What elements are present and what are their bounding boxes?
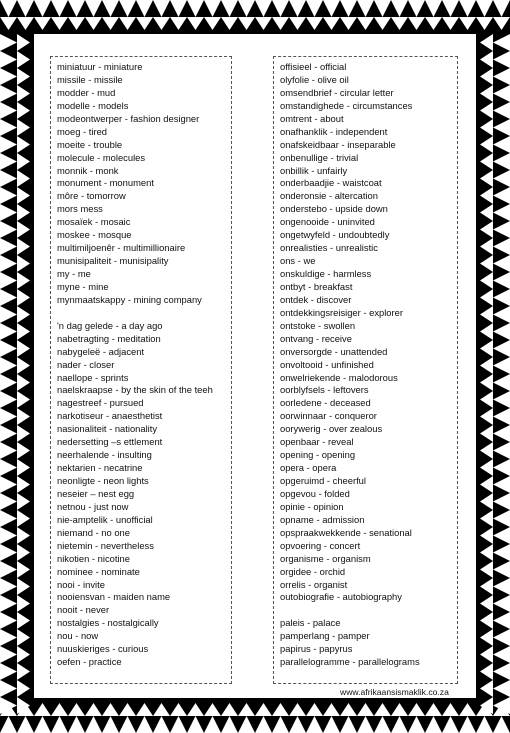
vocabulary-entry: ontvang - receive: [280, 332, 352, 344]
vocabulary-entry: outobiografie - autobiography: [280, 591, 402, 603]
vocabulary-entry: nabygeleë - adjacent: [57, 345, 145, 357]
vocabulary-entry: netnou - just now: [57, 500, 129, 512]
vocabulary-entry: multimiljoenêr - multimillionaire: [57, 242, 186, 254]
vocabulary-entry: omsendbrief - circular letter: [280, 86, 394, 98]
vocabulary-entry: oefen - practice: [57, 656, 122, 668]
vocabulary-entry: nedersetting –s ettlement: [57, 436, 163, 448]
vocabulary-entry: orrelis - organist: [280, 578, 348, 590]
vocabulary-entry: opvoering - concert: [280, 539, 361, 551]
vocabulary-entry: 'n dag gelede - a day ago: [57, 319, 163, 331]
vocabulary-entry: nasionaliteit - nationality: [57, 423, 158, 435]
vocabulary-entry: opname - admission: [280, 513, 365, 525]
vocabulary-entry: ongenooide - uninvited: [280, 216, 375, 228]
vocabulary-entry: ons - we: [280, 255, 316, 267]
vocabulary-entry: nooiensvan - maiden name: [57, 591, 171, 603]
vocabulary-entry: missile - missile: [57, 73, 123, 85]
vocabulary-entry: parallelogramme - parallelograms: [280, 656, 420, 668]
vocabulary-entry: nominee - nominate: [57, 565, 140, 577]
vocabulary-entry: onrealisties - unrealistic: [280, 242, 378, 254]
vocabulary-entry: nou - now: [57, 630, 99, 642]
vocabulary-entry: molecule - molecules: [57, 151, 146, 163]
vocabulary-entry: mors mess: [57, 203, 103, 215]
vocabulary-entry: oorywerig - over zealous: [280, 423, 383, 435]
vocabulary-entry: onskuldige - harmless: [280, 268, 372, 279]
vocabulary-entry: onwelriekende - malodorous: [280, 371, 398, 383]
vocabulary-entry: opinie - opinion: [280, 500, 344, 512]
vocabulary-entry: nietemin - nevertheless: [57, 539, 154, 551]
vocabulary-entry: nooi - invite: [57, 578, 105, 590]
vocabulary-entry: onbillik - unfairly: [280, 164, 348, 176]
vocabulary-entry: oorwinnaar - conqueror: [280, 410, 377, 422]
website-url: www.afrikaansismaklik.co.za: [340, 687, 449, 697]
vocabulary-entry: mynmaatskappy - mining company: [57, 293, 202, 305]
vocabulary-entry: neseier – nest egg: [57, 487, 135, 499]
vocabulary-entry: [280, 604, 457, 617]
vocabulary-entry: papirus - papyrus: [280, 643, 353, 655]
vocabulary-entry: nader - closer: [57, 358, 115, 370]
vocabulary-entry: paleis - palace: [280, 617, 341, 629]
vocabulary-entry: onbenullige - trivial: [280, 151, 359, 163]
vocabulary-entry: onderstebo - upside down: [280, 203, 388, 215]
vocabulary-entry: [57, 307, 231, 320]
vocabulary-entry: nabetragting - meditation: [57, 332, 161, 344]
vocabulary-entry: opera - opera: [280, 462, 337, 474]
vocabulary-entry: offisieel - official: [280, 61, 347, 72]
vocabulary-entry: oorblyfsels - leftovers: [280, 384, 369, 396]
vocabulary-entry: niemand - no one: [57, 526, 130, 538]
vocabulary-entry: miniatuur - miniature: [57, 61, 143, 72]
vocabulary-entry: munisipaliteit - munisipality: [57, 255, 169, 267]
vocabulary-entry: onafhanklik - independent: [280, 125, 388, 137]
vocabulary-entry: openbaar - reveal: [280, 436, 354, 448]
vocabulary-entry: monument - monument: [57, 177, 154, 189]
vocabulary-column-left: [50, 56, 232, 684]
vocabulary-entry: ontdekkingsreisiger - explorer: [280, 306, 403, 318]
vocabulary-entry: moskee - mosque: [57, 229, 132, 241]
vocabulary-entry: modeontwerper - fashion designer: [57, 112, 200, 124]
vocabulary-entry: onvoltooid - unfinished: [280, 358, 374, 370]
vocabulary-entry: moeite - trouble: [57, 138, 123, 150]
vocabulary-entry: ontbyt - breakfast: [280, 280, 353, 292]
vocabulary-entry: opspraakwekkende - senational: [280, 526, 412, 538]
vocabulary-entry: onversorgde - unattended: [280, 345, 388, 357]
vocabulary-entry: modder - mud: [57, 86, 116, 98]
vocabulary-entry: naellope - sprints: [57, 371, 129, 383]
vocabulary-entry: opgeruimd - cheerful: [280, 475, 366, 486]
vocabulary-entry: omstandighede - circumstances: [280, 99, 413, 111]
vocabulary-entry: opening - opening: [280, 449, 356, 461]
vocabulary-entry: nuuskieriges - curious: [57, 643, 149, 655]
vocabulary-entry: narkotiseur - anaesthetist: [57, 410, 163, 422]
vocabulary-entry: neonligte - neon lights: [57, 475, 149, 486]
vocabulary-entry: organisme - organism: [280, 552, 371, 564]
vocabulary-entry: moeg - tired: [57, 125, 108, 137]
vocabulary-entry: nooit - never: [57, 604, 110, 616]
vocabulary-entry: monnik - monk: [57, 164, 119, 176]
vocabulary-entry: ontstoke - swollen: [280, 319, 356, 331]
vocabulary-entry: oorledene - deceased: [280, 397, 371, 409]
vocabulary-entry: onderonsie - altercation: [280, 190, 378, 202]
vocabulary-entry: nikotien - nicotine: [57, 552, 130, 564]
vocabulary-entry: môre - tomorrow: [57, 190, 126, 202]
vocabulary-entry: mosaïek - mosaic: [57, 216, 131, 228]
vocabulary-entry: pamperlang - pamper: [280, 630, 370, 642]
vocabulary-entry: opgevou - folded: [280, 487, 350, 499]
vocabulary-entry: nagestreef - pursued: [57, 397, 144, 409]
vocabulary-entry: omtrent - about: [280, 112, 344, 124]
vocabulary-entry: modelle - models: [57, 99, 129, 111]
vocabulary-entry: nostalgies - nostalgically: [57, 617, 159, 629]
vocabulary-entry: olyfolie - olive oil: [280, 73, 349, 85]
vocabulary-column-right: [273, 56, 458, 684]
vocabulary-entry: myne - mine: [57, 280, 109, 292]
vocabulary-entry: nie-amptelik - unofficial: [57, 513, 153, 525]
vocabulary-entry: naelskraapse - by the skin of the teeh: [57, 384, 213, 396]
vocabulary-entry: orgidee - orchid: [280, 565, 346, 577]
vocabulary-entry: my - me: [57, 268, 91, 279]
vocabulary-entry: neerhalende - insulting: [57, 449, 152, 461]
vocabulary-entry: onderbaadjie - waistcoat: [280, 177, 382, 189]
vocabulary-entry: nektarien - necatrine: [57, 462, 143, 474]
vocabulary-entry: onafskeidbaar - inseparable: [280, 138, 396, 150]
vocabulary-entry: ongetwyfeld - undoubtedly: [280, 229, 390, 241]
vocabulary-entry: ontdek - discover: [280, 293, 352, 305]
